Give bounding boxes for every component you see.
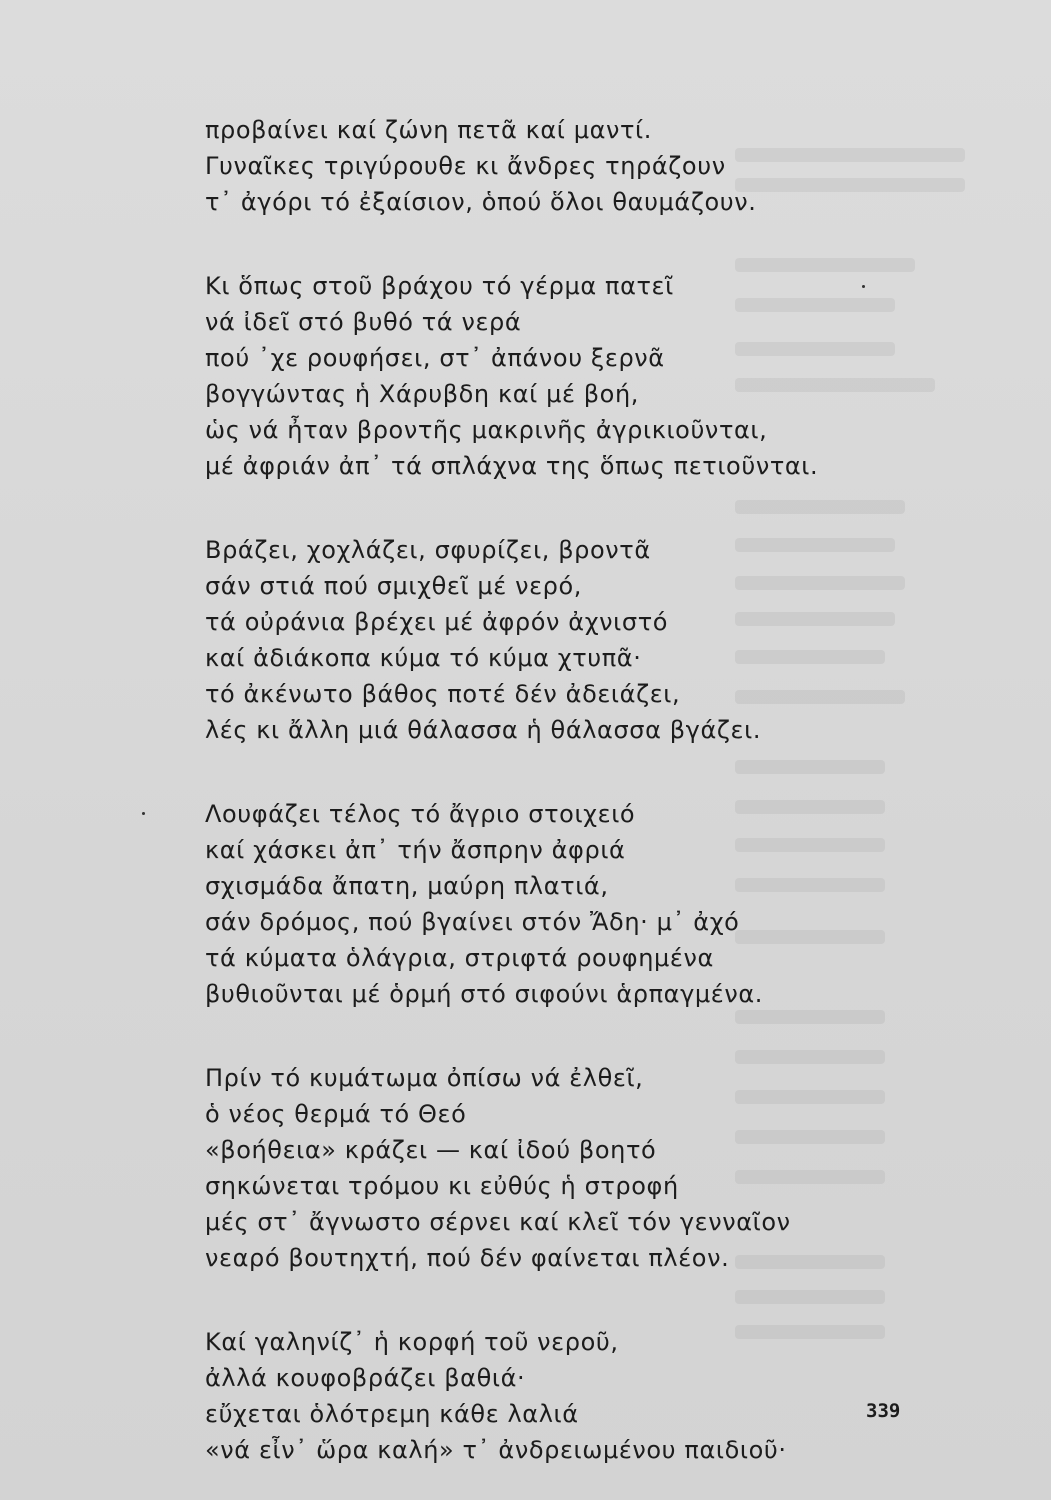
print-speck: [142, 812, 145, 815]
poem-line: εὔχεται ὁλότρεμη κάθε λαλιά: [205, 1400, 579, 1428]
stanza: [205, 112, 905, 220]
poem-line: «βοήθεια» κράζει — καί ἰδού βοητό: [205, 1136, 657, 1164]
stanza: [205, 1324, 905, 1468]
poem-line: πού ᾽χε ρουφήσει, στ᾽ ἀπάνου ξερνᾶ: [205, 344, 665, 372]
poem-line: σάν στιά πού σμιχθεῖ μέ νερό,: [205, 572, 583, 600]
poem-line: τά κύματα ὁλάγρια, στριφτά ρουφημένα: [205, 944, 714, 972]
stanza: [205, 1060, 905, 1276]
stanza: [205, 532, 905, 748]
poem-text: [205, 112, 905, 1500]
poem-line: λές κι ἄλλη μιά θάλασσα ἡ θάλασσα βγάζει.: [205, 716, 762, 744]
poem-line: Βράζει, χοχλάζει, σφυρίζει, βροντᾶ: [205, 536, 651, 564]
poem-line: προβαίνει καί ζώνη πετᾶ καί μαντί.: [205, 116, 652, 144]
poem-line: Γυναῖκες τριγύρουθε κι ἄνδρες τηράζουν: [205, 152, 726, 180]
poem-line: σάν δρόμος, πού βγαίνει στόν Ἄδη· μ᾽ ἀχό: [205, 908, 740, 936]
poem-line: Καί γαληνίζ᾽ ἡ κορφή τοῦ νεροῦ,: [205, 1328, 619, 1356]
poem-line: «νά εἶν᾽ ὥρα καλή» τ᾽ ἀνδρειωμένου παιδιοῦ·: [205, 1436, 787, 1464]
poem-line: τά οὐράνια βρέχει μέ ἀφρόν ἀχνιστό: [205, 608, 669, 636]
poem-line: νεαρό βουτηχτή, πού δέν φαίνεται πλέον.: [205, 1244, 730, 1272]
poem-line: ὁ νέος θερμά τό Θεό: [205, 1100, 467, 1128]
poem-line: σηκώνεται τρόμου κι εὐθύς ἡ στροφή: [205, 1172, 679, 1200]
poem-line: Λουφάζει τέλος τό ἄγριο στοιχειό: [205, 800, 636, 828]
poem-line: ἀλλά κουφοβράζει βαθιά·: [205, 1364, 526, 1392]
page-number: 339: [866, 1400, 901, 1422]
poem-line: τ᾽ ἀγόρι τό ἐξαίσιον, ὁπού ὅλοι θαυμάζουν.: [205, 188, 757, 216]
poem-line: ὡς νά ἦταν βροντῆς μακρινῆς ἀγρικιοῦνται,: [205, 416, 768, 444]
poem-line: βυθιοῦνται μέ ὁρμή στό σιφούνι ἁρπαγμένα.: [205, 980, 763, 1008]
poem-line: μές στ᾽ ἄγνωστο σέρνει καί κλεῖ τόν γενναῖον: [205, 1208, 791, 1236]
poem-line: μέ ἀφριάν ἀπ᾽ τά σπλάχνα της ὅπως πετιοῦνται.: [205, 452, 819, 480]
poem-line: Κι ὅπως στοῦ βράχου τό γέρμα πατεῖ: [205, 272, 674, 300]
poem-line: καί χάσκει ἀπ᾽ τήν ἄσπρην ἀφριά: [205, 836, 626, 864]
poem-line: σχισμάδα ἄπατη, μαύρη πλατιά,: [205, 872, 609, 900]
stanza: [205, 268, 905, 484]
poem-line: Πρίν τό κυμάτωμα ὀπίσω νά ἐλθεῖ,: [205, 1064, 644, 1092]
poem-line: βογγώντας ἡ Χάρυβδη καί μέ βοή,: [205, 380, 639, 408]
stanza: [205, 796, 905, 1012]
poem-line: τό ἀκένωτο βάθος ποτέ δέν ἀδειάζει,: [205, 680, 681, 708]
poem-line: νά ἰδεῖ στό βυθό τά νερά: [205, 308, 522, 336]
poem-line: καί ἀδιάκοπα κύμα τό κύμα χτυπᾶ·: [205, 644, 642, 672]
